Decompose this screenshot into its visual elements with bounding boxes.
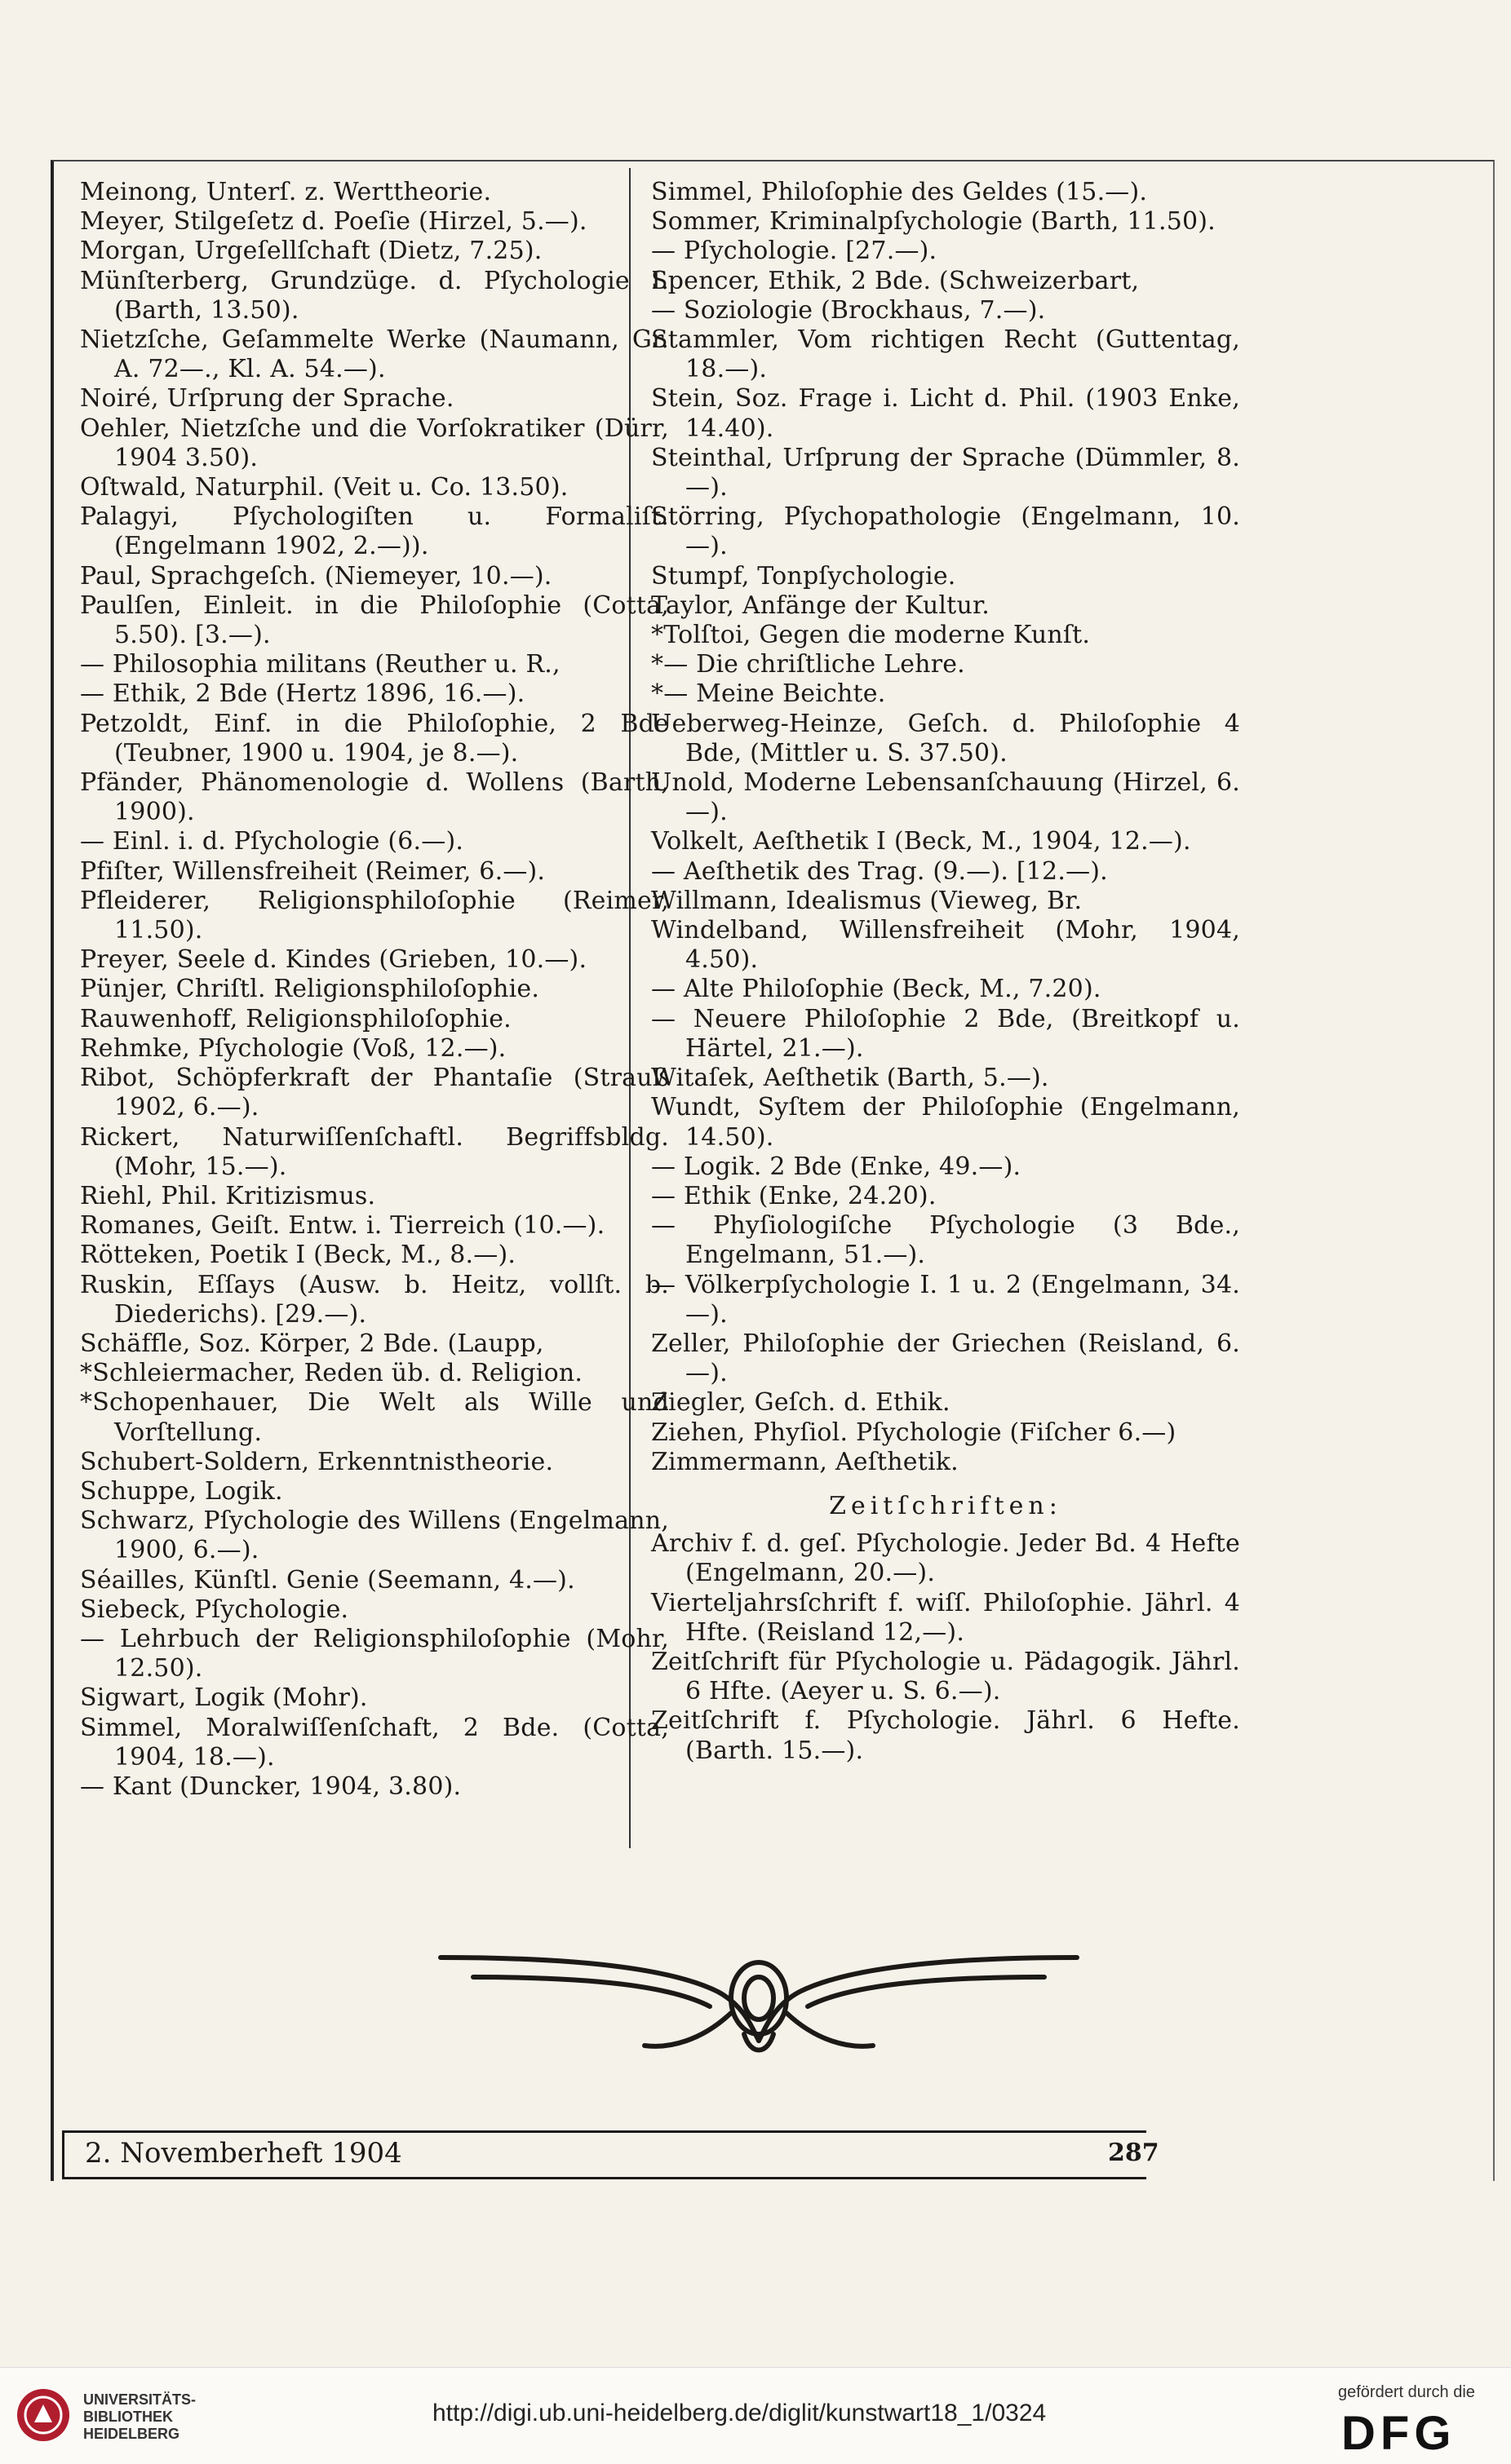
bibliography-entry: Simmel, Philoſophie des Geldes (15.—). [651, 178, 1148, 206]
section-heading: Zeitſchriften: [829, 1491, 1062, 1520]
bibliography-entry: Sommer, Kriminalpſychologie (Barth, 11.50). [651, 207, 1216, 237]
bibliography-entry: Noiré, Urſprung der Sprache. [80, 384, 454, 414]
issue-label: 2. Novemberheft 1904 [85, 2137, 402, 2170]
bibliography-entry: Rehmke, Pſychologie (Voß, 12.—). [80, 1033, 507, 1063]
bibliography-entry: Schuppe, Logik. [80, 1476, 283, 1506]
journal-entry: Zeitſchrift f. Pſychologie. Jährl. 6 Hefte. (Barth. 15.—). [651, 1706, 1240, 1765]
bibliography-entry: Ruskin, Eſſays (Ausw. b. Heitz, vollſt. b. Diederichs). [29.—). [80, 1270, 669, 1329]
bibliography-entry: Ribot, Schöpferkraft der Phantaſie (Strauß 1902, 6.—). [80, 1064, 669, 1122]
bibliography-entry: Spencer, Ethik, 2 Bde. (Schweizerbart, [651, 266, 1140, 295]
bibliography-entry: Taylor, Anfänge der Kultur. [651, 591, 990, 620]
bibliography-entry: Stein, Soz. Frage i. Licht d. Phil. (1903 Enke, 14.40). [651, 384, 1240, 443]
bibliography-entry: — Pſychologie. [27.—). [651, 237, 937, 266]
bibliography-entry: Rickert, Naturwiſſenſchaftl. Begriffsbldg. (Mohr, 15.—). [80, 1122, 669, 1181]
bibliography-entry: *— Meine Beichte. [651, 679, 886, 709]
bibliography-entry: — Lehrbuch der Religionsphiloſophie (Mohr, 12.50). [80, 1624, 669, 1683]
bibliography-entry: Paulſen, Einleit. in die Philoſophie (Cotta, 5.50). [3.—). [80, 591, 669, 650]
bibliography-entry: Meyer, Stilgeſetz d. Poeſie (Hirzel, 5.—). [80, 207, 587, 237]
bibliography-entry: Münſterberg, Grundzüge. d. Pſychologie I. (Barth, 13.50). [80, 266, 669, 325]
bibliography-entry: *Schopenhauer, Die Welt als Wille und Vorſtellung. [80, 1388, 669, 1447]
source-url-link[interactable]: http://digi.ub.uni-heidelberg.de/diglit/kunstwart18_1/0324 [432, 2400, 1047, 2426]
bibliography-entry: Séailles, Künſtl. Genie (Seemann, 4.—). [80, 1565, 575, 1595]
bibliography-entry: Morgan, Urgeſellſchaft (Dietz, 7.25). [80, 237, 543, 266]
bibliography-entry: Stammler, Vom richtigen Recht (Guttentag, 18.—). [651, 325, 1240, 384]
bibliography-entry: Zeller, Philoſophie der Griechen (Reisland, 6.—). [651, 1329, 1240, 1388]
bibliography-entry: Volkelt, Aeſthetik I (Beck, M., 1904, 12.—). [651, 827, 1191, 856]
bibliography-entry: Romanes, Geiſt. Entw. i. Tierreich (10.—). [80, 1211, 605, 1241]
journal-entry: Vierteljahrsſchrift f. wiſſ. Philoſophie. Jährl. 4 Hfte. (Reisland 12,—). [651, 1588, 1240, 1647]
bibliography-entry: Wundt, Syſtem der Philoſophie (Engelmann, 14.50). [651, 1093, 1240, 1152]
bibliography-entry: — Philosophia militans (Reuther u. R., [80, 650, 561, 679]
bibliography-entry: Ueberweg-Heinze, Geſch. d. Philoſophie 4 Bde, (Mittler u. S. 37.50). [651, 709, 1240, 768]
bibliography-entry: Palagyi, Pſychologiſten u. Formaliſt. (Engelmann 1902, 2.—)). [80, 502, 669, 561]
bibliography-entry: Witaſek, Aeſthetik (Barth, 5.—). [651, 1064, 1049, 1093]
funded-by-text: gefördert durch die [1338, 2383, 1475, 2401]
right-entry-list [651, 178, 1240, 1477]
bibliography-entry: *Schleiermacher, Reden üb. d. Religion. [80, 1359, 583, 1388]
bibliography-entry: Pfiſter, Willensfreiheit (Reimer, 6.—). [80, 856, 546, 886]
bibliography-entry: Ziehen, Phyſiol. Pſychologie (Fiſcher 6.—) [651, 1418, 1176, 1447]
bibliography-entry: Rauwenhoff, Religionsphiloſophie. [80, 1004, 512, 1033]
bibliography-entry: — Ethik, 2 Bde (Hertz 1896, 16.—). [80, 679, 525, 709]
right-column [651, 178, 1240, 1766]
bibliography-entry: — Einl. i. d. Pſychologie (6.—). [80, 827, 464, 856]
bibliography-entry: Zimmermann, Aeſthetik. [651, 1447, 959, 1476]
university-name [83, 2391, 196, 2443]
bibliography-entry: — Logik. 2 Bde (Enke, 49.—). [651, 1152, 1021, 1181]
page-number: 287 [1108, 2139, 1159, 2167]
bibliography-entry: Nietzſche, Geſammelte Werke (Naumann, Gr. A. 72—., Kl. A. 54.—). [80, 325, 669, 384]
bibliography-entry: — Völkerpſychologie I. 1 u. 2 (Engelmann, 34.—). [651, 1270, 1240, 1329]
dfg-logo: DFG [1341, 2407, 1456, 2460]
bibliography-entry: Pünjer, Chriſtl. Religionsphiloſophie. [80, 975, 540, 1004]
bibliography-entry: Windelband, Willensfreiheit (Mohr, 1904, 4.50). [651, 916, 1240, 975]
journal-entry: Archiv f. d. geſ. Pſychologie. Jeder Bd. 4 Hefte (Engelmann, 20.—). [651, 1529, 1240, 1588]
bibliography-entry: Ziegler, Geſch. d. Ethik. [651, 1388, 950, 1418]
bibliography-entry: — Alte Philoſophie (Beck, M., 7.20). [651, 975, 1101, 1004]
university-name-line: HEIDELBERG [83, 2426, 180, 2442]
bibliography-entry: — Soziologie (Brockhaus, 7.—). [651, 295, 1046, 325]
university-seal-icon [15, 2387, 72, 2444]
journal-entry: Zeitſchrift für Pſychologie u. Pädagogik. Jährl. 6 Hfte. (Aeyer u. S. 6.—). [651, 1647, 1240, 1706]
bibliography-entry: Pfänder, Phänomenologie d. Wollens (Barth, 1900). [80, 768, 669, 827]
bibliography-entry: — Neuere Philoſophie 2 Bde, (Breitkopf u. Härtel, 21.—). [651, 1004, 1240, 1063]
university-name-line: BIBLIOTHEK [83, 2409, 173, 2425]
bibliography-entry: Oſtwald, Naturphil. (Veit u. Co. 13.50). [80, 473, 569, 502]
bibliography-entry: Riehl, Phil. Kritizismus. [80, 1181, 376, 1210]
bibliography-entry: Pfleiderer, Religionsphiloſophie (Reimer, 11.50). [80, 886, 669, 945]
bibliography-entry: — Aeſthetik des Trag. (9.—). [12.—). [651, 856, 1108, 886]
bibliography-entry: Preyer, Seele d. Kindes (Grieben, 10.—). [80, 945, 587, 975]
bibliography-entry: Unold, Moderne Lebensanſchauung (Hirzel, 6.—). [651, 768, 1240, 827]
bibliography-entry: — Ethik (Enke, 24.20). [651, 1181, 937, 1210]
bibliography-entry: Schäffle, Soz. Körper, 2 Bde. (Laupp, [80, 1329, 544, 1358]
bibliography-entry: Oehler, Nietzſche und die Vorſokratiker (Dürr, 1904 3.50). [80, 414, 669, 472]
bibliography-entry: — Phyſiologiſche Pſychologie (3 Bde., Engelmann, 51.—). [651, 1211, 1240, 1270]
bibliography-entry: Stumpf, Tonpſychologie. [651, 561, 956, 591]
bibliography-entry: Meinong, Unterſ. z. Werttheorie. [80, 178, 492, 206]
bibliography-entry: *Tolſtoi, Gegen die moderne Kunſt. [651, 621, 1091, 650]
left-column [80, 178, 669, 1802]
university-name-line: UNIVERSITÄTS- [83, 2391, 197, 2408]
bibliography-entry: Petzoldt, Einf. in die Philoſophie, 2 Bde (Teubner, 1900 u. 1904, je 8.—). [80, 709, 669, 768]
bibliography-entry: Schubert-Soldern, Erkenntnistheorie. [80, 1447, 554, 1476]
bibliography-entry: — Kant (Duncker, 1904, 3.80). [80, 1772, 462, 1801]
journal-list [651, 1529, 1240, 1766]
bibliography-entry: Siebeck, Pſychologie. [80, 1595, 349, 1624]
bibliography-entry: Rötteken, Poetik I (Beck, M., 8.—). [80, 1241, 516, 1270]
bibliography-entry: Paul, Sprachgeſch. (Niemeyer, 10.—). [80, 561, 552, 591]
bibliography-entry: Steinthal, Urſprung der Sprache (Dümmler, 8.—). [651, 443, 1240, 502]
bibliography-entry: Störring, Pſychopathologie (Engelmann, 10.—). [651, 502, 1240, 561]
bibliography-entry: Schwarz, Pſychologie des Willens (Engelmann, 1900, 6.—). [80, 1506, 669, 1565]
bibliography-entry: Simmel, Moralwiſſenſchaft, 2 Bde. (Cotta, 1904, 18.—). [80, 1713, 669, 1772]
bibliography-entry: *— Die chriſtliche Lehre. [651, 650, 965, 679]
bibliography-entry: Sigwart, Logik (Mohr). [80, 1683, 368, 1713]
bibliography-entry: Willmann, Idealismus (Vieweg, Br. [651, 886, 1083, 915]
ornament-vignette [424, 1935, 1093, 2065]
